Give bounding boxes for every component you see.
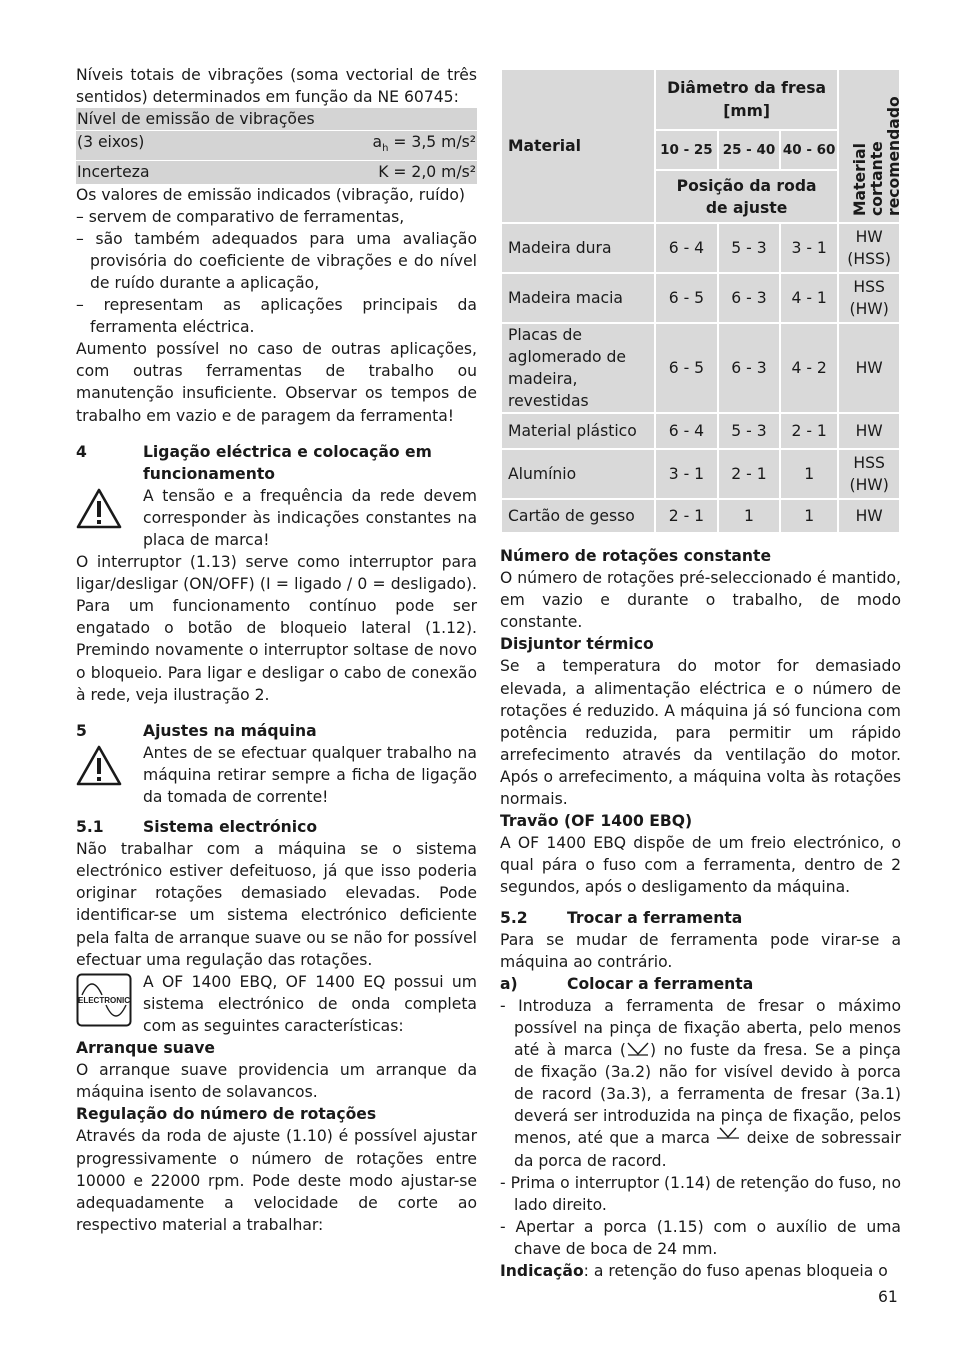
vibration-row-uncertainty: Incerteza K = 2,0 m/s² bbox=[76, 161, 477, 183]
page-number: 61 bbox=[878, 1288, 898, 1306]
table-header-position: Posição da roda de ajuste bbox=[655, 170, 838, 223]
vibration-value: $a_h = 3,5$ m/s² bbox=[372, 133, 476, 155]
table-header-cutter: Material cortante recomendado bbox=[838, 69, 900, 223]
soft-start-title: Arranque suave bbox=[76, 1039, 215, 1058]
table-row: Placas de aglomerado de madeira, revestidas 6 - 5 6 - 3 4 - 2 HW bbox=[501, 323, 900, 413]
speed-regulation-title: Regulação do número de rotações bbox=[76, 1105, 377, 1124]
section-a-heading: a) Colocar a ferramenta bbox=[500, 974, 754, 993]
section-4-warning: A tensão e a frequência da rede devem corresponder às indicações constantes na placa de marca! bbox=[76, 485, 477, 551]
vibration-row-axes: (3 eixos) $a_h = 3,5$ m/s² bbox=[76, 131, 477, 160]
table-row: Cartão de gesso 2 - 1 1 1 HW bbox=[501, 499, 900, 533]
table-header-material: Material bbox=[501, 69, 655, 223]
thermal-text: Se a temperatura do motor for demasiado elevada, a alimentação eléctrica e o número de rotações é reduzido. A máquina já só funciona com potência reduzida, para permitir um rápido arrefecimento através da ventilação do motor. Após o arrefecimento, a máquina volta às rotações normais. bbox=[500, 657, 901, 809]
section-5-heading: 5 Ajustes na máquina bbox=[76, 721, 317, 740]
section-5-1-heading: 5.1 Sistema electrónico bbox=[76, 818, 318, 837]
bullet-item: - Prima o interruptor (1.14) de retenção do fuso, no lado direito. bbox=[500, 1173, 901, 1214]
constant-speed-text: O número de rotações pré-seleccionado é mantido, em vazio e durante o trabalho, de modo constante. bbox=[500, 569, 901, 632]
table-range: 40 - 60 bbox=[780, 130, 838, 170]
constant-speed-title: Número de rotações constante bbox=[500, 547, 772, 565]
table-row: Madeira dura 6 - 4 5 - 3 3 - 1 HW (HSS) bbox=[501, 223, 900, 273]
svg-text:ELECTRONIC: ELECTRONIC bbox=[78, 995, 130, 1005]
table-header-diameter: Diâmetro da fresa [mm] bbox=[655, 69, 838, 130]
bullet-item: – servem de comparativo de ferramentas, bbox=[76, 207, 405, 226]
soft-start-text: O arranque suave providencia um arranque da máquina isento de solavancos. bbox=[76, 1061, 477, 1102]
electronic-info: ELECTRONIC A OF 1400 EBQ, OF 1400 EQ possui um sistema electrónico de onda completa com as seguintes características: bbox=[78, 972, 477, 1035]
section-5-2-heading: 5.2 Trocar a ferramenta bbox=[500, 908, 743, 927]
table-row: Alumínio 3 - 1 2 - 1 1 HSS (HW) bbox=[501, 449, 900, 499]
warning-icon bbox=[76, 487, 122, 529]
section-5-warning: Antes de se efectuar qualquer trabalho na máquina retirar sempre a ficha de ligação da tomada de corrente! bbox=[76, 742, 477, 808]
right-column bbox=[500, 545, 901, 1282]
warning-icon bbox=[76, 744, 122, 786]
table-range: 25 - 40 bbox=[718, 130, 780, 170]
vibration-intro: Níveis totais de vibrações (soma vectorial de três sentidos) determinados em função da NE 60745: bbox=[76, 66, 477, 107]
material-speed-table bbox=[500, 68, 904, 534]
table-row: Material plástico 6 - 4 5 - 3 2 - 1 HW bbox=[501, 413, 900, 449]
table-range: 10 - 25 bbox=[655, 130, 718, 170]
emission-intro: Os valores de emissão indicados (vibração, ruído) bbox=[76, 185, 465, 204]
bullet-item: – representam as aplicações principais da ferramenta eléctrica. bbox=[76, 296, 477, 337]
section-5-1-text: Não trabalhar com a máquina se o sistema electrónico estiver defeituoso, já que isso poderia originar rotações demasiado elevadas. Pode identificar-se um sistema electrónico deficiente pela falta de arranque suave ou se não for possível efectuar uma regulação das rotações. bbox=[76, 840, 477, 969]
vibration-header: Nível de emissão de vibrações bbox=[76, 108, 477, 130]
note: Indicação: a retenção do fuso apenas bloqueia o bbox=[500, 1262, 888, 1280]
increase-text: Aumento possível no caso de outras aplicações, com outras ferramentas de trabalho ou manutenção insuficiente. Observar os tempos de trabalho em vazio e de paragem da ferramenta! bbox=[76, 340, 477, 425]
speed-regulation-text: Através da roda de ajuste (1.10) é possível ajustar progressivamente o número de rotações entre 10000 e 22000 rpm. Pode deste modo ajustar-se adequadamente a velocidade de corte ao respectivo material a trabalhar: bbox=[76, 1127, 477, 1234]
mark-icon bbox=[626, 1042, 650, 1056]
brake-title: Travão (OF 1400 EBQ) bbox=[500, 812, 693, 831]
left-column bbox=[76, 64, 477, 1236]
section-4-heading: 4 Ligação eléctrica e colocação em funcionamento bbox=[76, 442, 432, 483]
brake-text: A OF 1400 EBQ dispõe de um freio electrónico, o qual pára o fuso com a ferramenta, dentro de 2 segundos, após o desligamento da máquina. bbox=[500, 834, 901, 897]
table-row: Madeira macia 6 - 5 6 - 3 4 - 1 HSS (HW) bbox=[501, 273, 900, 323]
section-5-2-text: Para se mudar de ferramenta pode virar-se a máquina ao contrário. bbox=[500, 930, 901, 971]
section-4-text: O interruptor (1.13) serve como interruptor para ligar/desligar (ON/OFF) (I = ligado / 0 = desligado). Para um funcionamento contínuo pode ser engatado o botão de bloqueio lateral (1.12). Premindo novamente o interruptor soltase de novo o bloqueio. Para ligar e desligar o cabo de conexão à rede, veja ilustração 2. bbox=[76, 553, 477, 704]
bullet-item: – são também adequados para uma avaliação provisória do coeficiente de vibrações e do nível de ruído durante a aplicação, bbox=[76, 229, 477, 292]
bullet-item: - Introduza a ferramenta de fresar o máximo possível na pinça de fixação aberta, pelo menos até à marca ( ) no fuste da fresa. Se a pinça de fixação (3a.2) não for visível devido à porca de racord (3a.3), a ferramenta de fresar (3a.1) deverá ser introduzida na pinça de fixação, pelos menos, até que a marca deixe de sobressair da porca de racord. bbox=[500, 996, 901, 1170]
bullet-item: - Apertar a porca (1.15) com o auxílio de uma chave de boca de 24 mm. bbox=[500, 1217, 901, 1258]
mark-icon bbox=[716, 1127, 740, 1141]
thermal-title: Disjuntor térmico bbox=[500, 635, 654, 654]
electronic-icon bbox=[76, 973, 132, 1027]
